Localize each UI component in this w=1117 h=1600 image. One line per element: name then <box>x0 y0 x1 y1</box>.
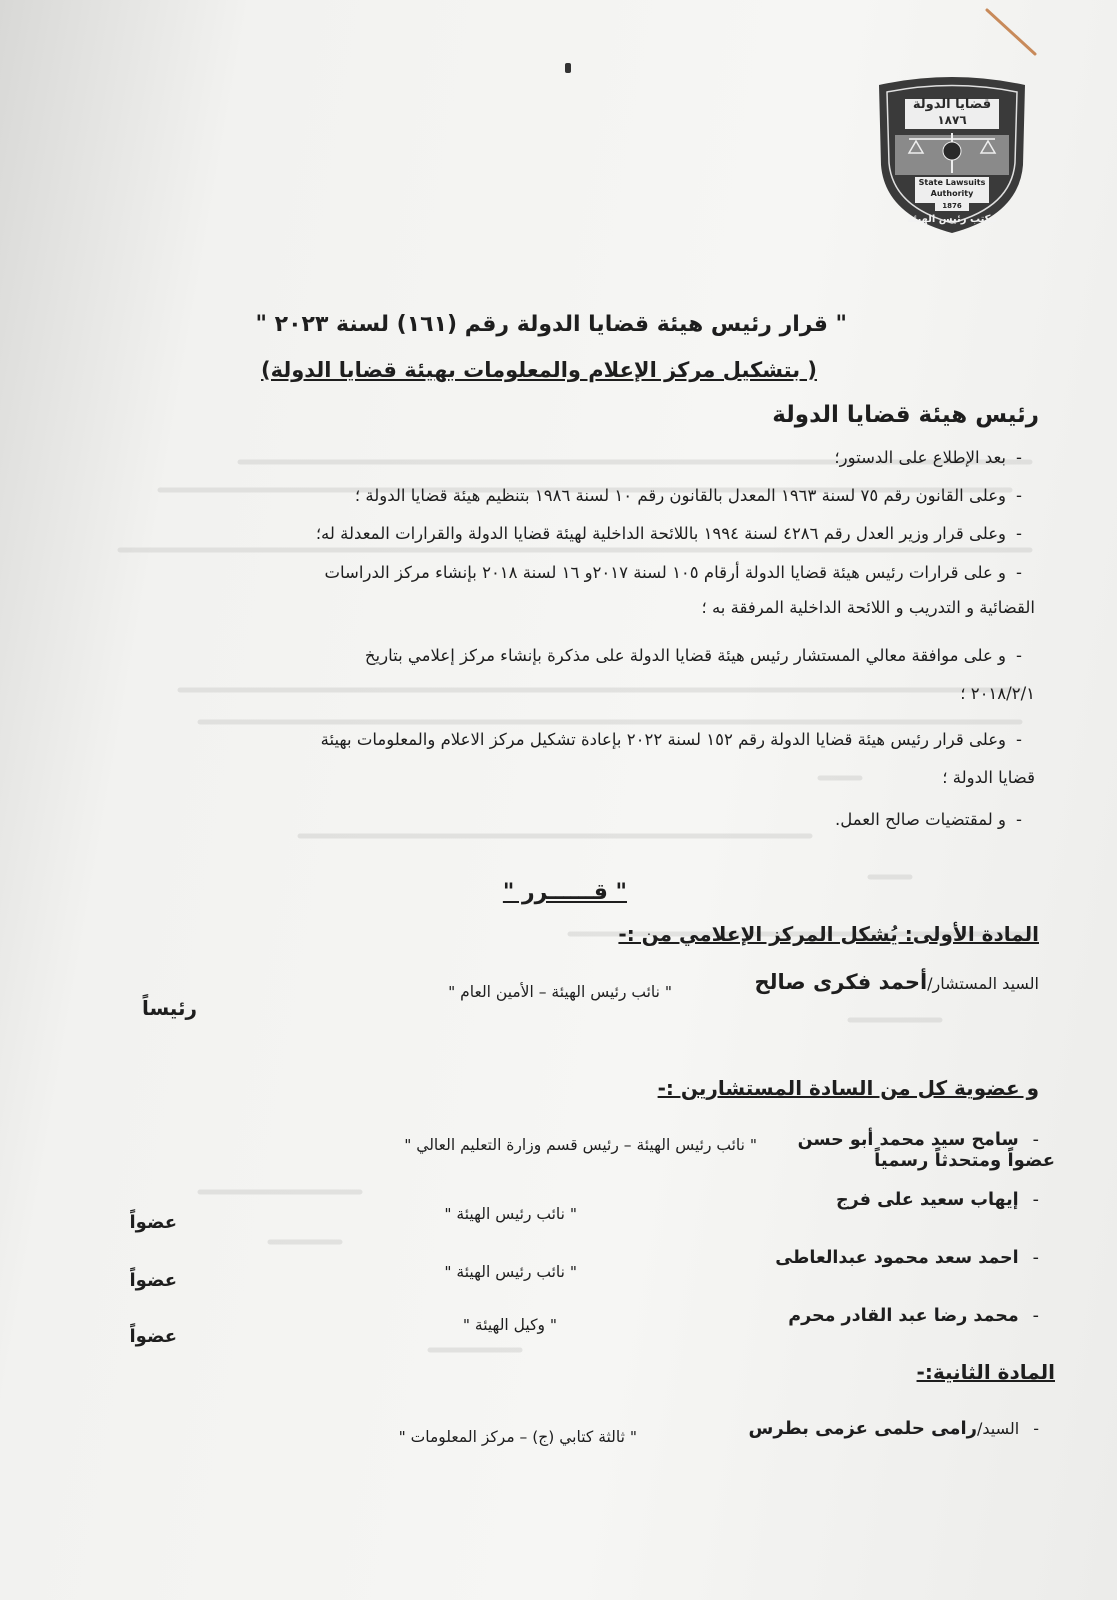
preamble-continuation: قضايا الدولة ؛ <box>942 768 1035 787</box>
article-two-prefix: السيد/ <box>977 1419 1020 1438</box>
authority-seal <box>873 75 1031 235</box>
seal-arabic-name: قضايا الدولة <box>912 97 992 112</box>
article-two-title: " ثالثة كتابي (ج) – مركز المعلومات " <box>398 1428 637 1446</box>
head-name: أحمد فكرى صالح <box>754 970 928 994</box>
decision-heading: " قــــــرر " <box>502 880 627 905</box>
member-role: عضواً ومتحدثاً رسمياً <box>874 1150 1055 1171</box>
member-name: -سامح سيد محمد أبو حسن <box>797 1130 1039 1150</box>
preamble-item: -و على قرارات رئيس هيئة قضايا الدولة أرقام ١٠٥ لسنة ٢٠١٧و ١٦ لسنة ٢٠١٨ بإنشاء مركز الدراسات <box>324 563 1022 582</box>
preamble-item: -وعلى قرار رئيس هيئة قضايا الدولة رقم ١٥٢ لسنة ٢٠٢٢ بإعادة تشكيل مركز الاعلام والمعلومات بهيئة <box>320 730 1022 749</box>
seal-year-arabic: ١٨٧٦ <box>937 113 967 127</box>
member-title: " نائب رئيس الهيئة " <box>444 1205 577 1223</box>
page-mark <box>565 63 571 73</box>
member-name: -إيهاب سعيد على فرج <box>836 1190 1039 1210</box>
decree-subject: ( بتشكيل مركز الإعلام والمعلومات بهيئة قضايا الدولة) <box>261 358 817 382</box>
members-heading: و عضوية كل من السادة المستشارين :- <box>657 1076 1039 1100</box>
head-prefix: السيد المستشار/ <box>927 974 1039 993</box>
member-name: -محمد رضا عبد القادر محرم <box>788 1306 1039 1326</box>
pen-edge <box>985 8 1037 56</box>
head-role: رئيساً <box>141 996 197 1020</box>
member-name: -احمد سعد محمود عبدالعاطى <box>775 1248 1039 1268</box>
seal-english-line2: Authority <box>930 189 974 198</box>
article-two-name: رامى حلمى عزمى بطرس <box>748 1418 977 1439</box>
council-head-line <box>755 970 1039 994</box>
preamble-item: -و على موافقة معالي المستشار رئيس هيئة قضايا الدولة على مذكرة بإنشاء مركز إعلامي بتاريخ <box>364 646 1022 665</box>
member-title: " نائب رئيس الهيئة – رئيس قسم وزارة التعليم العالي " <box>404 1136 757 1154</box>
seal-year-english: 1876 <box>942 202 962 210</box>
seal-english-line1: State Lawsuits <box>918 178 986 187</box>
preamble-item: -و لمقتضيات صالح العمل. <box>835 810 1022 829</box>
article-one-heading: المادة الأولى: يُشكل المركز الإعلامي من :- <box>618 922 1039 946</box>
article-two-line: -السيد/رامى حلمى عزمى بطرس <box>748 1418 1039 1439</box>
preamble-item: -وعلى القانون رقم ٧٥ لسنة ١٩٦٣ المعدل بالقانون رقم ١٠ لسنة ١٩٨٦ بتنظيم هيئة قضايا الدولة ؛ <box>354 486 1022 505</box>
head-title: " نائب رئيس الهيئة – الأمين العام " <box>448 983 672 1001</box>
member-role: عضواً <box>129 1212 177 1233</box>
member-title: " نائب رئيس الهيئة " <box>444 1263 577 1281</box>
decree-title: " قرار رئيس هيئة قضايا الدولة رقم (١٦١) لسنة ٢٠٢٣ " <box>255 312 847 337</box>
member-title: " وكيل الهيئة " <box>462 1316 557 1334</box>
seal-office: مكتب رئيس الهيئة <box>907 214 997 225</box>
preamble-continuation: القضائية و التدريب و اللائحة الداخلية المرفقة به ؛ <box>701 598 1035 617</box>
member-role: عضواً <box>129 1270 177 1291</box>
preamble-item: -وعلى قرار وزير العدل رقم ٤٢٨٦ لسنة ١٩٩٤ باللائحة الداخلية لهيئة قضايا الدولة والقرارات المعدلة له؛ <box>315 524 1022 543</box>
issuer-heading: رئيس هيئة قضايا الدولة <box>772 402 1039 428</box>
preamble-continuation: ٢٠١٨/٢/١ ؛ <box>960 684 1035 703</box>
preamble-item: -بعد الإطلاع على الدستور؛ <box>834 448 1022 467</box>
article-two-heading: المادة الثانية:- <box>916 1360 1055 1384</box>
member-role: عضواً <box>129 1326 177 1347</box>
